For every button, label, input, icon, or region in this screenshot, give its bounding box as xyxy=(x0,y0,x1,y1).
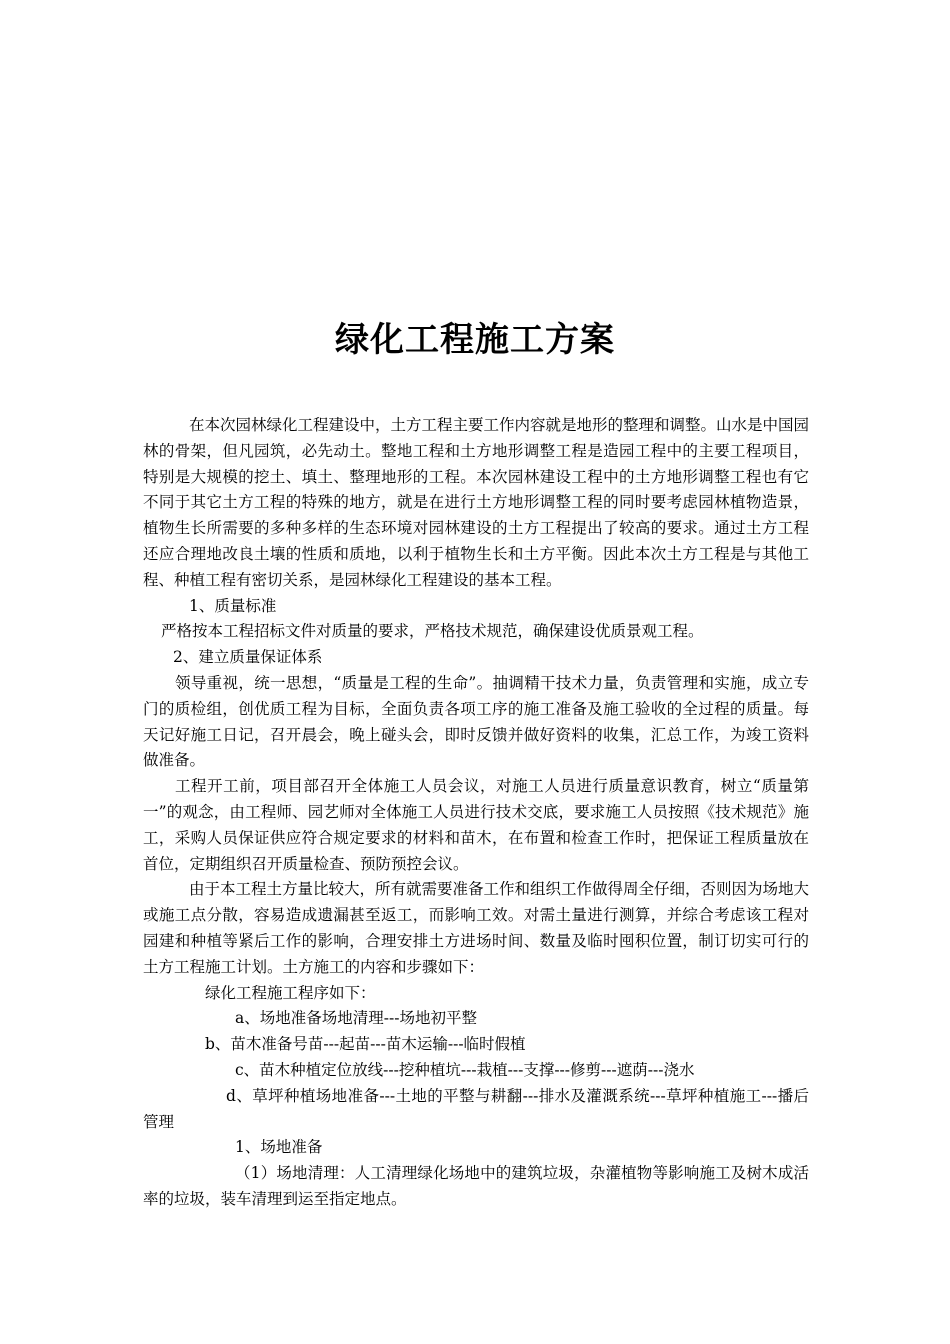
paragraph-earthwork: 由于本工程土方量比较大，所有就需要准备工作和组织工作做得周全仔细，否则因为场地大或施工点分散，容易造成遗漏甚至返工，而影响工效。对需土量进行测算，并综合考虑该工程对园建和种植等紧后工作的影响，合理安排土方进场时间、数量及临时囤积位置，制订切实可行的土方工程施工计划。土方施工的内容和步骤如下： xyxy=(143,880,810,976)
heading-procedure: 绿化工程施工程序如下： xyxy=(205,983,376,1002)
paragraph-pre-construction: 工程开工前，项目部召开全体施工人员会议，对施工人员进行质量意识教育，树立“质量第一”的观念，由工程师、园艺师对全体施工人员进行技术交底，要求施工人员按照《技术规范》施工，采购人员保证供应符合规定要求的材料和苗木，在布置和检查工作时，把保证工程质量放在首位，定期组织召开质量检查、预防预控会议。 xyxy=(143,777,809,873)
heading-site-preparation: 1、场地准备 xyxy=(235,1138,323,1157)
procedure-item-d: d、草坪种植场地准备---土地的平整与耕翻---排水及灌溉系统---草坪种植施工---播后管理 xyxy=(143,1086,809,1131)
paragraph-leadership: 领导重视，统一思想，“质量是工程的生命”。抽调精干技术力量，负责管理和实施，成立专门的质检组，创优质工程为目标，全面负责各项工序的施工准备及施工验收的全过程的质量。每天记好施工日记，召开晨会，晚上碰头会，即时反馈并做好资料的收集，汇总工作，为竣工资料做准备。 xyxy=(143,673,809,770)
procedure-item-b: b、苗木准备号苗---起苗---苗木运输---临时假植 xyxy=(205,1035,526,1054)
heading-quality-system: 2、建立质量保证体系 xyxy=(173,648,323,667)
procedure-item-c: c、苗木种植定位放线---挖种植坑---栽植---支撑---修剪---遮荫---浇水 xyxy=(235,1060,695,1079)
procedure-item-a: a、场地准备场地清理---场地初平整 xyxy=(235,1009,477,1028)
heading-quality-standard: 1、质量标准 xyxy=(189,596,277,615)
paragraph-intro: 在本次园林绿化工程建设中，土方工程主要工作内容就是地形的整理和调整。山水是中国园林的骨架，但凡园筑，必先动土。整地工程和土方地形调整工程是造园工程中的主要工程项目，特别是大规模的挖土、填土、整理地形的工程。本次园林建设工程中的土方地形调整工程也有它不同于其它土方工程的特殊的地方，就是在进行土方地形调整工程的同时要考虑园林植物造景，植物生长所需要的多种多样的生态环境对园林建设的土方工程提出了较高的要求。通过土方工程还应合理地改良土壤的性质和质地，以利于植物生长和土方平衡。因此本次土方工程是与其他工程、种植工程有密切关系，是园林绿化工程建设的基本工程。 xyxy=(143,416,810,589)
paragraph-quality-standard: 严格按本工程招标文件对质量的要求，严格技术规范，确保建设优质景观工程。 xyxy=(161,622,704,641)
document-title: 绿化工程施工方案 xyxy=(335,320,615,360)
paragraph-site-clearing: （1）场地清理：人工清理绿化场地中的建筑垃圾，杂灌植物等影响施工及树木成活率的垃圾，装车清理到运至指定地点。 xyxy=(143,1164,809,1208)
document-body xyxy=(143,413,809,1213)
